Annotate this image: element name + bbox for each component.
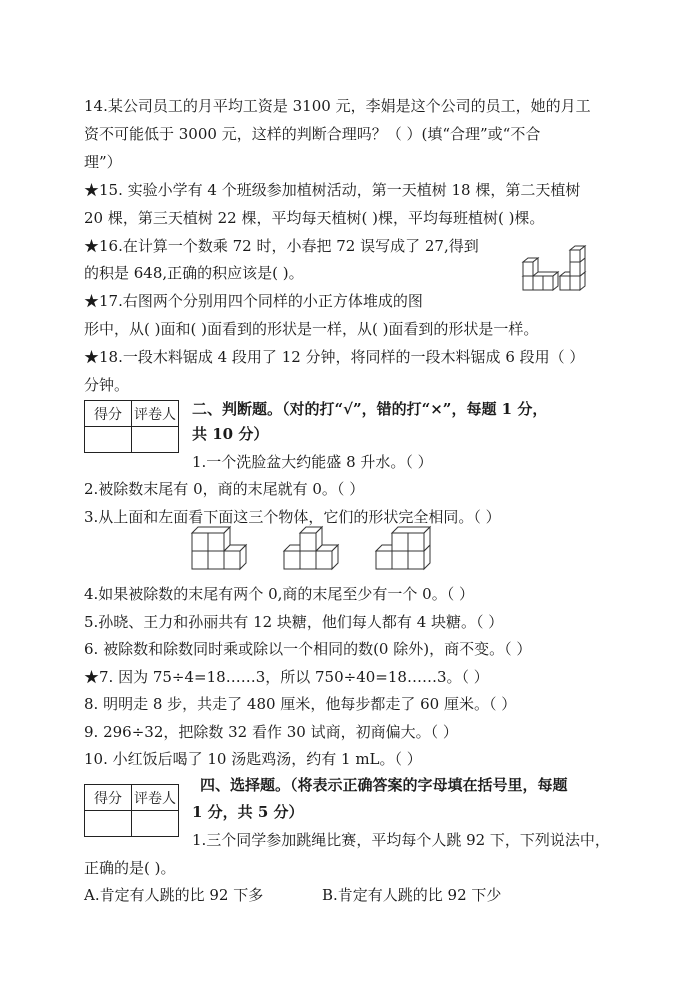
q16-line-1: ★16.在计算一个数乘 72 时，小春把 72 误写成了 27,得到 <box>84 237 479 255</box>
score-label: 得分 <box>85 785 132 811</box>
choice-q1-line-1: 1.三个同学参加跳绳比赛，平均每个人跳 92 下，下列说法中， <box>192 831 610 849</box>
score-table-judge <box>84 400 179 453</box>
choice-option-a: A.肯定有人跳的比 92 下多 <box>84 886 264 904</box>
judge-heading-line-1: 二、判断题。（对的打“√”，错的打“×”，每题 1 分， <box>192 400 548 418</box>
judge-item-1: 1.一个洗脸盆大约能盛 8 升水。（ ） <box>192 453 433 471</box>
q15-line-2: 20 棵，第三天植树 22 棵，平均每天植树( )棵，平均每班植树( )棵。 <box>84 209 545 227</box>
q18-line-1: ★18.一段木料锯成 4 段用了 12 分钟，将同样的一段木料锯成 6 段用（ ） <box>84 348 585 366</box>
q16-line-2: 的积是 648,正确的积应该是( )。 <box>84 264 304 282</box>
q17-line-2: 形中，从( )面和( )面看到的形状是一样，从( )面看到的形状是一样。 <box>84 320 539 338</box>
object-3 <box>376 527 430 569</box>
score-table-choice <box>84 784 179 837</box>
q18-line-2: 分钟。 <box>84 376 130 394</box>
choice-heading-line-1: 四、选择题。（将表示正确答案的字母填在括号里，每题 <box>200 776 568 794</box>
judge-item-2: 2.被除数末尾有 0，商的末尾就有 0。（ ） <box>84 480 365 498</box>
grader-label: 评卷人 <box>132 401 179 427</box>
q14-line-2: 资不可能低于 3000 元，这样的判断合理吗？（ ）(填“合理”或“不合 <box>84 125 541 143</box>
three-objects-figure <box>190 525 440 575</box>
grader-cell[interactable] <box>132 811 179 837</box>
judge-item-3: 3.从上面和左面看下面这三个物体，它们的形状完全相同。（ ） <box>84 508 501 526</box>
judge-item-10: 10. 小红饭后喝了 10 汤匙鸡汤，约有 1 mL。（ ） <box>84 750 422 768</box>
q14-line-1: 14.某公司员工的月平均工资是 3100 元，李娟是这个公司的员工，她的月工 <box>84 97 591 115</box>
choice-option-b: B.肯定有人跳的比 92 下少 <box>322 886 502 904</box>
object-2 <box>284 527 338 569</box>
score-label: 得分 <box>85 401 132 427</box>
grader-cell[interactable] <box>132 427 179 453</box>
object-1 <box>192 527 246 569</box>
choice-q1-line-2: 正确的是( )。 <box>84 859 176 877</box>
judge-item-9: 9. 296÷32，把除数 32 看作 30 试商，初商偏大。（ ） <box>84 723 458 741</box>
score-cell[interactable] <box>85 427 132 453</box>
judge-item-6: 6. 被除数和除数同时乘或除以一个相同的数(0 除外)，商不变。（ ） <box>84 640 532 658</box>
choice-heading-line-2: 1 分，共 5 分） <box>192 803 304 821</box>
judge-item-7: ★7. 因为 75÷4=18……3，所以 750÷40=18……3。（ ） <box>84 668 489 686</box>
score-cell[interactable] <box>85 811 132 837</box>
cube-stack-left <box>523 258 558 290</box>
cube-stack-right <box>560 246 585 290</box>
q17-line-1: ★17.右图两个分别用四个同样的小正方体堆成的图 <box>84 292 423 310</box>
cube-stacks-figure <box>520 250 592 295</box>
judge-item-4: 4.如果被除数的末尾有两个 0,商的末尾至少有一个 0。（ ） <box>84 585 474 603</box>
q14-line-3: 理”） <box>84 153 122 171</box>
grader-label: 评卷人 <box>132 785 179 811</box>
q15-line-1: ★15. 实验小学有 4 个班级参加植树活动，第一天植树 18 棵，第二天植树 <box>84 181 581 199</box>
judge-item-8: 8. 明明走 8 步，共走了 480 厘米，他每步都走了 60 厘米。（ ） <box>84 695 517 713</box>
judge-heading-line-2: 共 10 分） <box>192 425 269 443</box>
judge-item-5: 5.孙晓、王力和孙丽共有 12 块糖，他们每人都有 4 块糖。（ ） <box>84 613 504 631</box>
